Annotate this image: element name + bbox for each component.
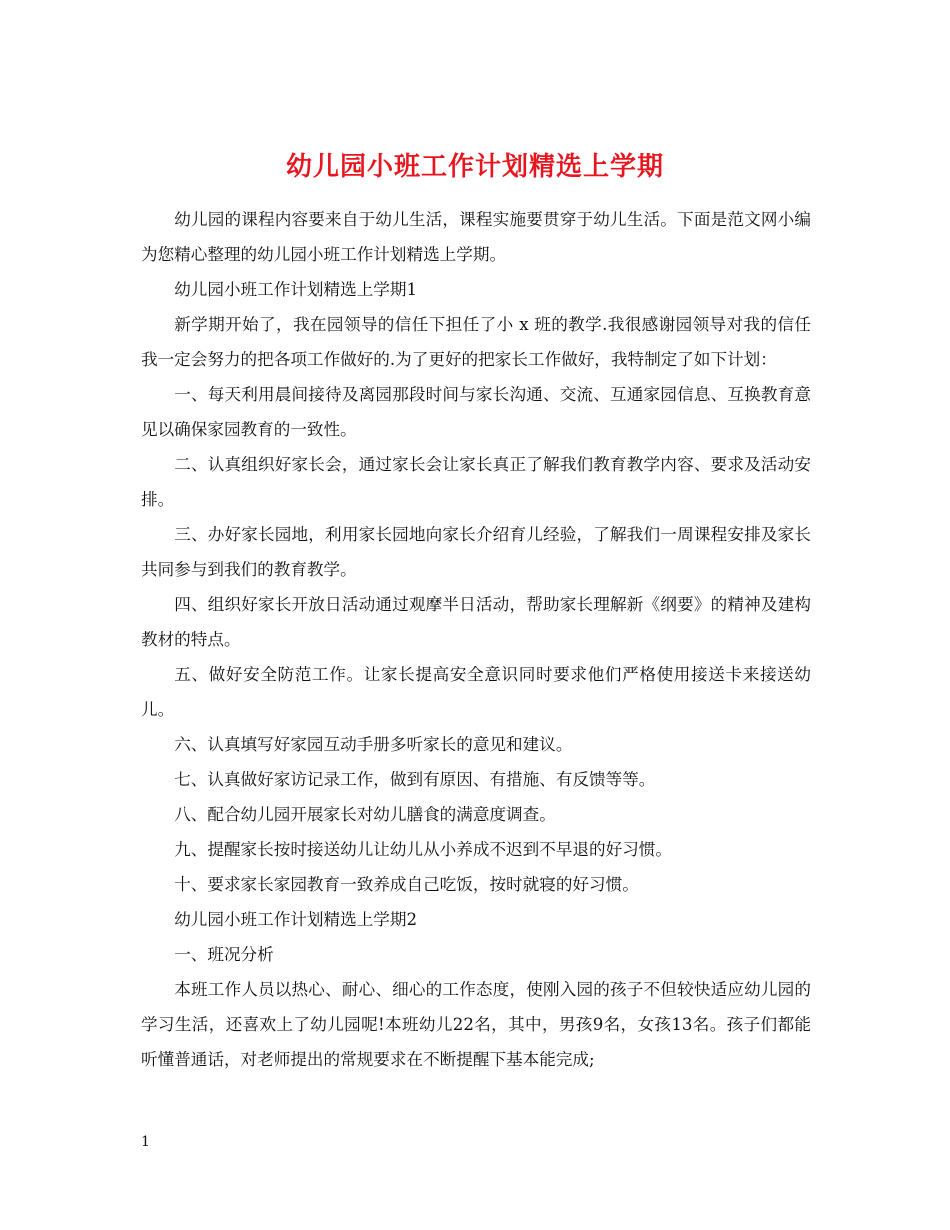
section-heading: 幼儿园小班工作计划精选上学期2 <box>174 910 418 929</box>
list-item: 四、组织好家长开放日活动通过观摩半日活动，帮助家长理解新《纲要》的精神及建构教材的特点。 <box>141 595 811 649</box>
list-item: 二、认真组织好家长会，通过家长会让家长真正了解我们教育教学内容、要求及活动安排。 <box>141 455 811 509</box>
list-item: 三、办好家长园地，利用家长园地向家长介绍育儿经验，了解我们一周课程安排及家长共同参与到我们的教育教学。 <box>141 525 811 579</box>
page-number: 1 <box>141 1134 150 1150</box>
list-item: 五、做好安全防范工作。让家长提高安全意识同时要求他们严格使用接送卡来接送幼儿。 <box>141 665 811 719</box>
list-item: 七、认真做好家访记录工作，做到有原因、有措施、有反馈等等。 <box>174 770 656 789</box>
list-item: 一、每天利用晨间接待及离园那段时间与家长沟通、交流、互通家园信息、互换教育意见以确保家园教育的一致性。 <box>141 385 811 439</box>
list-item: 十、要求家长家园教育一致养成自己吃饭，按时就寝的好习惯。 <box>174 875 639 894</box>
document-body <box>141 202 811 1077</box>
subsection-heading: 一、班况分析 <box>174 945 274 964</box>
intro-paragraph: 幼儿园的课程内容要来自于幼儿生活，课程实施要贯穿于幼儿生活。下面是范文网小编为您精心整理的幼儿园小班工作计划精选上学期。 <box>141 210 811 264</box>
body-paragraph: 新学期开始了，我在园领导的信任下担任了小 x 班的教学.我很感谢园领导对我的信任我一定会努力的把各项工作做好的.为了更好的把家长工作做好，我特制定了如下计划： <box>141 315 811 369</box>
body-paragraph: 本班工作人员以热心、耐心、细心的工作态度，使刚入园的孩子不但较快适应幼儿园的学习生活，还喜欢上了幼儿园呢!本班幼儿22名，其中，男孩9名，女孩13名。孩子们都能听懂普通话，对老师提出的常规要求在不断提醒下基本能完成; <box>141 980 811 1069</box>
list-item: 八、配合幼儿园开展家长对幼儿膳食的满意度调查。 <box>174 805 556 824</box>
section-heading: 幼儿园小班工作计划精选上学期1 <box>174 280 418 299</box>
list-item: 九、提醒家长按时接送幼儿让幼儿从小养成不迟到不早退的好习惯。 <box>174 840 672 859</box>
document-title: 幼儿园小班工作计划精选上学期 <box>285 152 664 183</box>
list-item: 六、认真填写好家园互动手册多听家长的意见和建议。 <box>174 735 573 754</box>
